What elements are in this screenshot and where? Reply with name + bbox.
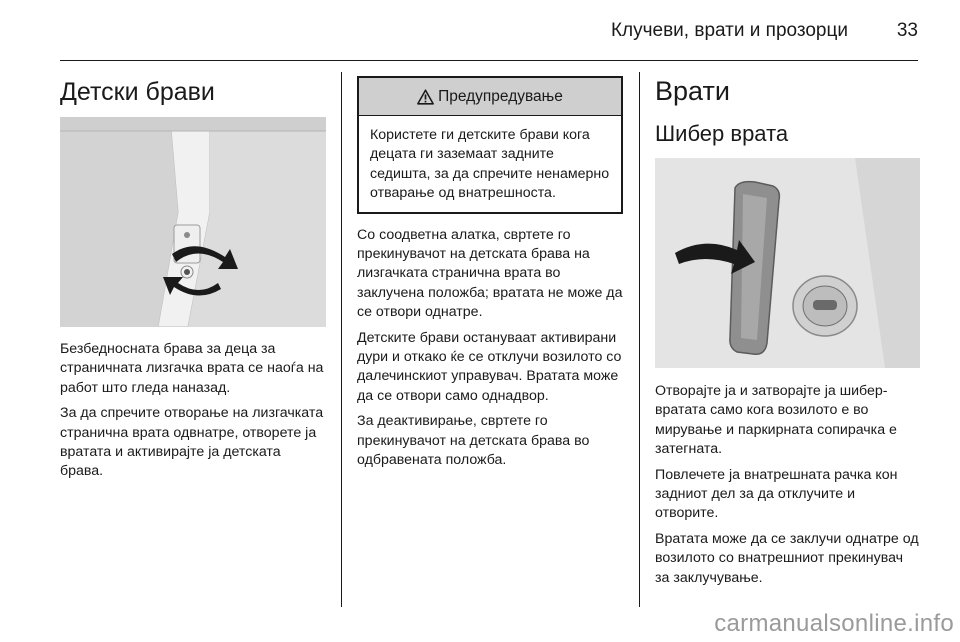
header-title: Клучеви, врати и прозорци — [610, 20, 848, 41]
warning-box — [357, 76, 623, 214]
middle-column — [357, 72, 623, 477]
subheading-sliding-door: Шибер врата — [655, 121, 789, 146]
right-column — [655, 72, 920, 594]
column-divider — [639, 72, 640, 607]
warning-header — [359, 78, 621, 116]
paragraph: Отворајте ја и затворајте ја шибер-вратата само кога возилото е во мирување и паркирната сопирачка е затегната. — [655, 383, 897, 458]
section-heading-child-locks: Детски брави — [60, 78, 215, 106]
left-column — [60, 72, 326, 488]
paragraph: Со соодветна алатка, свртете го прекинувачот на детската брава на лизгачката странична врата во заклучена положба; вратата не може да се отвори однатре. — [357, 226, 623, 321]
warning-text: Користете ги детските брави кога децата ги заземаат задните седишта, за да спречите ненамерно отварање од внатрешноста. — [370, 127, 610, 202]
paragraph: За да спречите отворање на лизгачката странична врата одвнатре, отворете ја вратата и активирајте ја детската брава. — [60, 405, 324, 480]
child-lock-illustration — [60, 117, 326, 327]
warning-triangle-icon — [417, 89, 434, 105]
warning-title: Предупредување — [438, 87, 563, 105]
section-heading-doors: Врати — [655, 76, 730, 106]
watermark: carmanualsonline.info — [714, 610, 954, 637]
column-divider — [341, 72, 342, 607]
paragraph: Безбедносната брава за деца за страничната лизгачка врата се наоѓа на работ што гледа наназад. — [60, 341, 324, 396]
page-header — [60, 0, 918, 61]
sliding-door-handle-illustration — [655, 158, 920, 368]
paragraph: Детските брави остануваат активирани дури и откако ќе се отклучи возилото со далечинскиот управувач. Вратата може да се отвори само однадвор. — [357, 329, 622, 404]
paragraph: Вратата може да се заклучи однатре од возилото со внатрешниот прекинувач за заклучување. — [655, 530, 919, 586]
page-number: 33 — [896, 20, 918, 41]
paragraph: За деактивирање, свртете го прекинувачот на детската брава во одбравената положба. — [357, 413, 590, 469]
paragraph: Повлечете ја внатрешната рачка кон задниот дел за да отклучите и отворите. — [655, 466, 898, 522]
